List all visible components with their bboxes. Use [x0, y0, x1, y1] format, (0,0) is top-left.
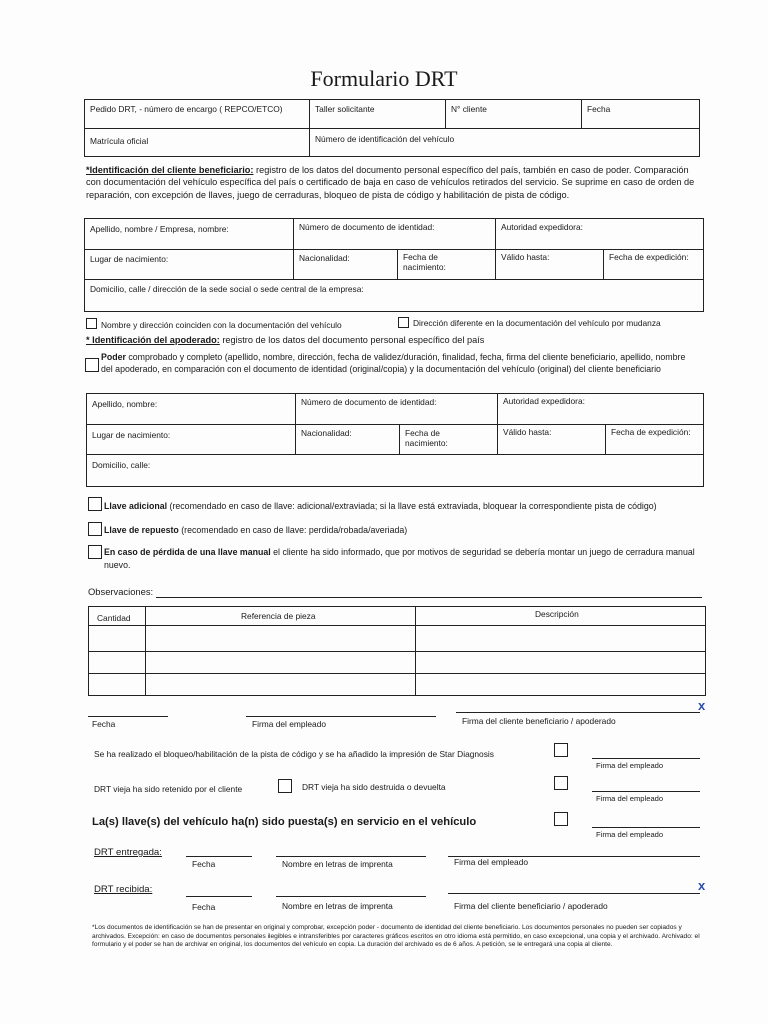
- vin-field[interactable]: Número de identificación del vehículo: [315, 134, 455, 144]
- parts-header-referencia: Referencia de pieza: [241, 611, 316, 621]
- retenido-label: DRT vieja ha sido retenido por el cliente: [94, 784, 243, 794]
- retenido-checkbox[interactable]: [278, 779, 292, 793]
- signature-client-label: Firma del cliente beneficiario / apoderado: [462, 716, 616, 726]
- llave-adicional-checkbox[interactable]: [88, 497, 102, 511]
- apo-fecha-nac-field[interactable]: Fecha de nacimiento:: [405, 428, 448, 449]
- form-title: Formulario DRT: [310, 66, 458, 91]
- apo-valido-field[interactable]: Válido hasta:: [503, 427, 552, 437]
- destruida-label: DRT vieja ha sido destruida o devuelta: [302, 782, 446, 792]
- apo-lugar-field[interactable]: Lugar de nacimiento:: [92, 430, 171, 440]
- ben-lugar-field[interactable]: Lugar de nacimiento:: [90, 254, 169, 264]
- apoderado-heading: * Identificación del apoderado:: [86, 335, 220, 345]
- entregada-signature-label: Firma del empleado: [454, 857, 529, 867]
- recibida-name-label: Nombre en letras de imprenta: [282, 901, 393, 911]
- observaciones-line[interactable]: [156, 597, 702, 598]
- beneficiario-intro: [86, 164, 702, 201]
- date-field[interactable]: Fecha: [587, 104, 611, 114]
- apo-autoridad-field[interactable]: Autoridad expedidora:: [503, 396, 585, 406]
- llaves-puestas-employee-signature-label: Firma del empleado: [596, 830, 664, 839]
- llave-perdida-checkbox[interactable]: [88, 545, 102, 559]
- ben-fecha-exp-field[interactable]: Fecha de expedición:: [609, 252, 689, 262]
- ben-domicilio-field[interactable]: Domicilio, calle / dirección de la sede social o sede central de la empresa:: [90, 284, 364, 294]
- entregada-date-label: Fecha: [192, 859, 216, 869]
- different-address-checkbox[interactable]: [398, 317, 409, 328]
- signature-employee-label: Firma del empleado: [252, 719, 327, 729]
- apoderado-text: registro de los datos del documento personal específico del país: [219, 335, 485, 345]
- taller-field[interactable]: Taller solicitante: [315, 104, 375, 114]
- poder-checkbox[interactable]: [85, 358, 99, 372]
- destruida-employee-signature-label: Firma del empleado: [596, 794, 664, 803]
- ben-fecha-nac-field[interactable]: Fecha de nacimiento:: [403, 252, 446, 273]
- bloqueo-checkbox[interactable]: [554, 743, 568, 757]
- same-address-label: Nombre y dirección coinciden con la documentación del vehículo: [101, 320, 342, 330]
- entregada-name-label: Nombre en letras de imprenta: [282, 859, 393, 869]
- same-address-checkbox[interactable]: [86, 318, 97, 329]
- header-table: [84, 99, 700, 157]
- signature-x-mark: x: [698, 698, 706, 713]
- parts-header-descripcion: Descripción: [535, 609, 579, 619]
- signature-date-label: Fecha: [92, 719, 116, 729]
- recibida-label: DRT recibida:: [94, 884, 153, 895]
- beneficiario-heading: *Identificación del cliente beneficiario:: [86, 165, 254, 175]
- llaves-puestas-checkbox[interactable]: [554, 812, 568, 826]
- different-address-label: Dirección diferente en la documentación del vehículo por mudanza: [413, 318, 661, 328]
- entregada-label: DRT entregada:: [94, 847, 162, 858]
- recibida-x-mark: x: [698, 878, 706, 893]
- ben-num-doc-field[interactable]: Número de documento de identidad:: [299, 222, 435, 232]
- llave-repuesto-checkbox[interactable]: [88, 522, 102, 536]
- parts-header-cantidad: Cantidad: [97, 613, 131, 623]
- bloqueo-label: Se ha realizado el bloqueo/habilitación de la pista de código y se ha añadido la impresión de Star Diagnosis: [94, 749, 494, 759]
- apo-apellido-field[interactable]: Apellido, nombre:: [92, 399, 158, 409]
- observaciones-label: Observaciones:: [88, 586, 154, 597]
- beneficiario-table: [84, 218, 704, 312]
- plate-field[interactable]: Matrícula oficial: [90, 136, 149, 146]
- apoderado-intro: [86, 334, 702, 346]
- apo-num-doc-field[interactable]: Número de documento de identidad:: [301, 397, 437, 407]
- llaves-puestas-label: La(s) llave(s) del vehículo ha(n) sido puesta(s) en servicio en el vehículo: [92, 816, 477, 828]
- parts-table: [88, 606, 706, 696]
- bloqueo-employee-signature-label: Firma del empleado: [596, 761, 664, 770]
- recibida-date-label: Fecha: [192, 902, 216, 912]
- footnote: *Los documentos de identificación se han de presentar en original y comprobar, excepción poder - documento de identidad del cliente beneficiario. Los documentos personales no pueden ser copiados y archivados. Excepción: en caso de documentos personales ilegibles e intransferibles por caracteres gráficos escritos en otro idioma está permitido, en caso excepcional, una copia y el archivado. Archivado: el formulario y el poder se han de archivar en original, los documentos del vehículo en copia. La duración del archivado es de 6 años. A petición, se le entregará una copia al cliente.: [92, 924, 700, 949]
- ben-autoridad-field[interactable]: Autoridad expedidora:: [501, 222, 583, 232]
- destruida-checkbox[interactable]: [554, 776, 568, 790]
- llave-perdida-text: En caso de pérdida de una llave manual el cliente ha sido informado, que por motivos de seguridad se debería montar un juego de cerradura manual nuevo.: [104, 547, 695, 570]
- pedido-field[interactable]: Pedido DRT, - número de encargo ( REPCO/ETCO): [90, 104, 283, 114]
- apo-nacionalidad-field[interactable]: Nacionalidad:: [301, 428, 352, 438]
- ben-apellido-field[interactable]: Apellido, nombre / Empresa, nombre:: [90, 224, 229, 234]
- ben-nacionalidad-field[interactable]: Nacionalidad:: [299, 253, 350, 263]
- llave-adicional-text: Llave adicional (recomendado en caso de llave: adicional/extraviada; si la llave está extraviada, bloquear la correspondiente pista de código): [104, 501, 657, 511]
- llave-repuesto-text: Llave de repuesto (recomendado en caso de llave: perdida/robada/averiada): [104, 525, 408, 535]
- recibida-signature-label: Firma del cliente beneficiario / apoderado: [454, 901, 608, 911]
- apo-fecha-exp-field[interactable]: Fecha de expedición:: [611, 427, 691, 437]
- poder-text: Poder comprobado y completo (apellido, nombre, dirección, fecha de validez/duración, finalidad, fecha, firma del cliente beneficiario, apellido, nombre del apoderado, en comparación con el documento de identidad (original/copia) y la documentación del vehículo (original) del cliente beneficiario: [101, 352, 686, 374]
- beneficiario-text: registro de los datos del documento personal específico del país, también en caso de poder. Comparación con documentación del vehículo específica del país o certificado de baja en caso de vehículos retirados del servicio. Se suprime en caso de orden de reparación, con excepción de llaves, juego de cerraduras, bloqueo de pista de código y habilitación de pista de código.: [86, 165, 695, 200]
- ben-valido-field[interactable]: Válido hasta:: [501, 252, 550, 262]
- apo-domicilio-field[interactable]: Domicilio, calle:: [92, 460, 151, 470]
- cliente-number-field[interactable]: N° cliente: [451, 104, 487, 114]
- apoderado-table: [86, 393, 704, 487]
